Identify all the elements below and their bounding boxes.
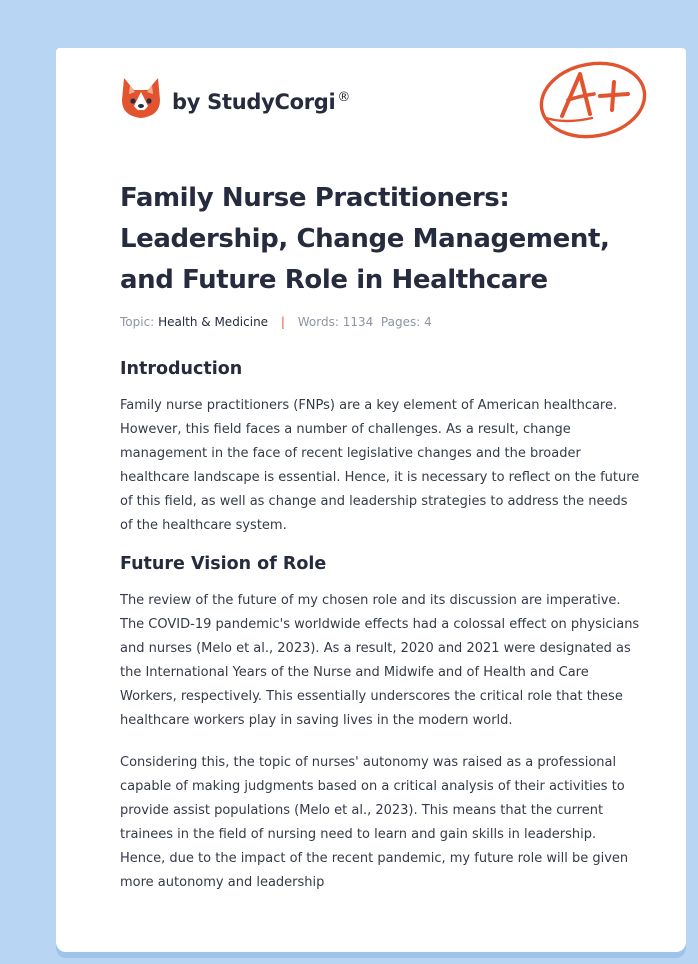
words-value: 1134 [342, 315, 374, 329]
section-heading-future-vision: Future Vision of Role [120, 554, 327, 574]
page-title: Family Nurse Practitioners: Leadership, Change Management, and Future Role in Healthcare [120, 183, 610, 295]
pages-label: Pages: [380, 315, 421, 329]
essay-meta [120, 315, 640, 329]
corgi-icon [120, 76, 162, 120]
future-vision-paragraph-2: Considering this, the topic of nurses' autonomy was raised as a professional capable of making judgments based on a critical analysis of their activities to provide assist populations (Melo et al., 2023). This means that the current trainees in the field of nursing need to learn and gain skills in leadership. Hence, due to the impact of the recent pandemic, my future role will be given more autonomy and leadership [120, 755, 629, 890]
topic-label: Topic: [120, 315, 155, 329]
document-page [56, 48, 686, 952]
meta-separator: | [280, 315, 285, 329]
studycorgi-logo[interactable] [120, 76, 350, 120]
introduction-paragraph: Family nurse practitioners (FNPs) are a key element of American healthcare. However, this field faces a number of challenges. As a result, change management in the face of recent legislative changes and the broader healthcare landscape is essential. Hence, it is necessary to reflect on the future of this field, as well as change and leadership strategies to address the needs of the healthcare system. [120, 398, 640, 533]
logo-wordmark: by StudyCorgi [172, 90, 336, 114]
pages-value: 4 [424, 315, 432, 329]
section-heading-introduction: Introduction [120, 359, 243, 379]
a-plus-grade-icon [536, 58, 652, 142]
registered-mark: ® [337, 90, 351, 105]
essay-content [120, 178, 640, 895]
words-label: Words: [297, 315, 339, 329]
topic-value[interactable]: Health & Medicine [158, 315, 269, 329]
future-vision-paragraph-1: The review of the future of my chosen role and its discussion are imperative. The COVID-19 pandemic's worldwide effects had a colossal effect on physicians and nurses (Melo et al., 2023). As a result, 2020 and 2021 were designated as the International Years of the Nurse and Midwife and of Health and Care Workers, respectively. This essentially underscores the critical role that these healthcare workers play in saving lives in the modern world. [120, 593, 640, 728]
